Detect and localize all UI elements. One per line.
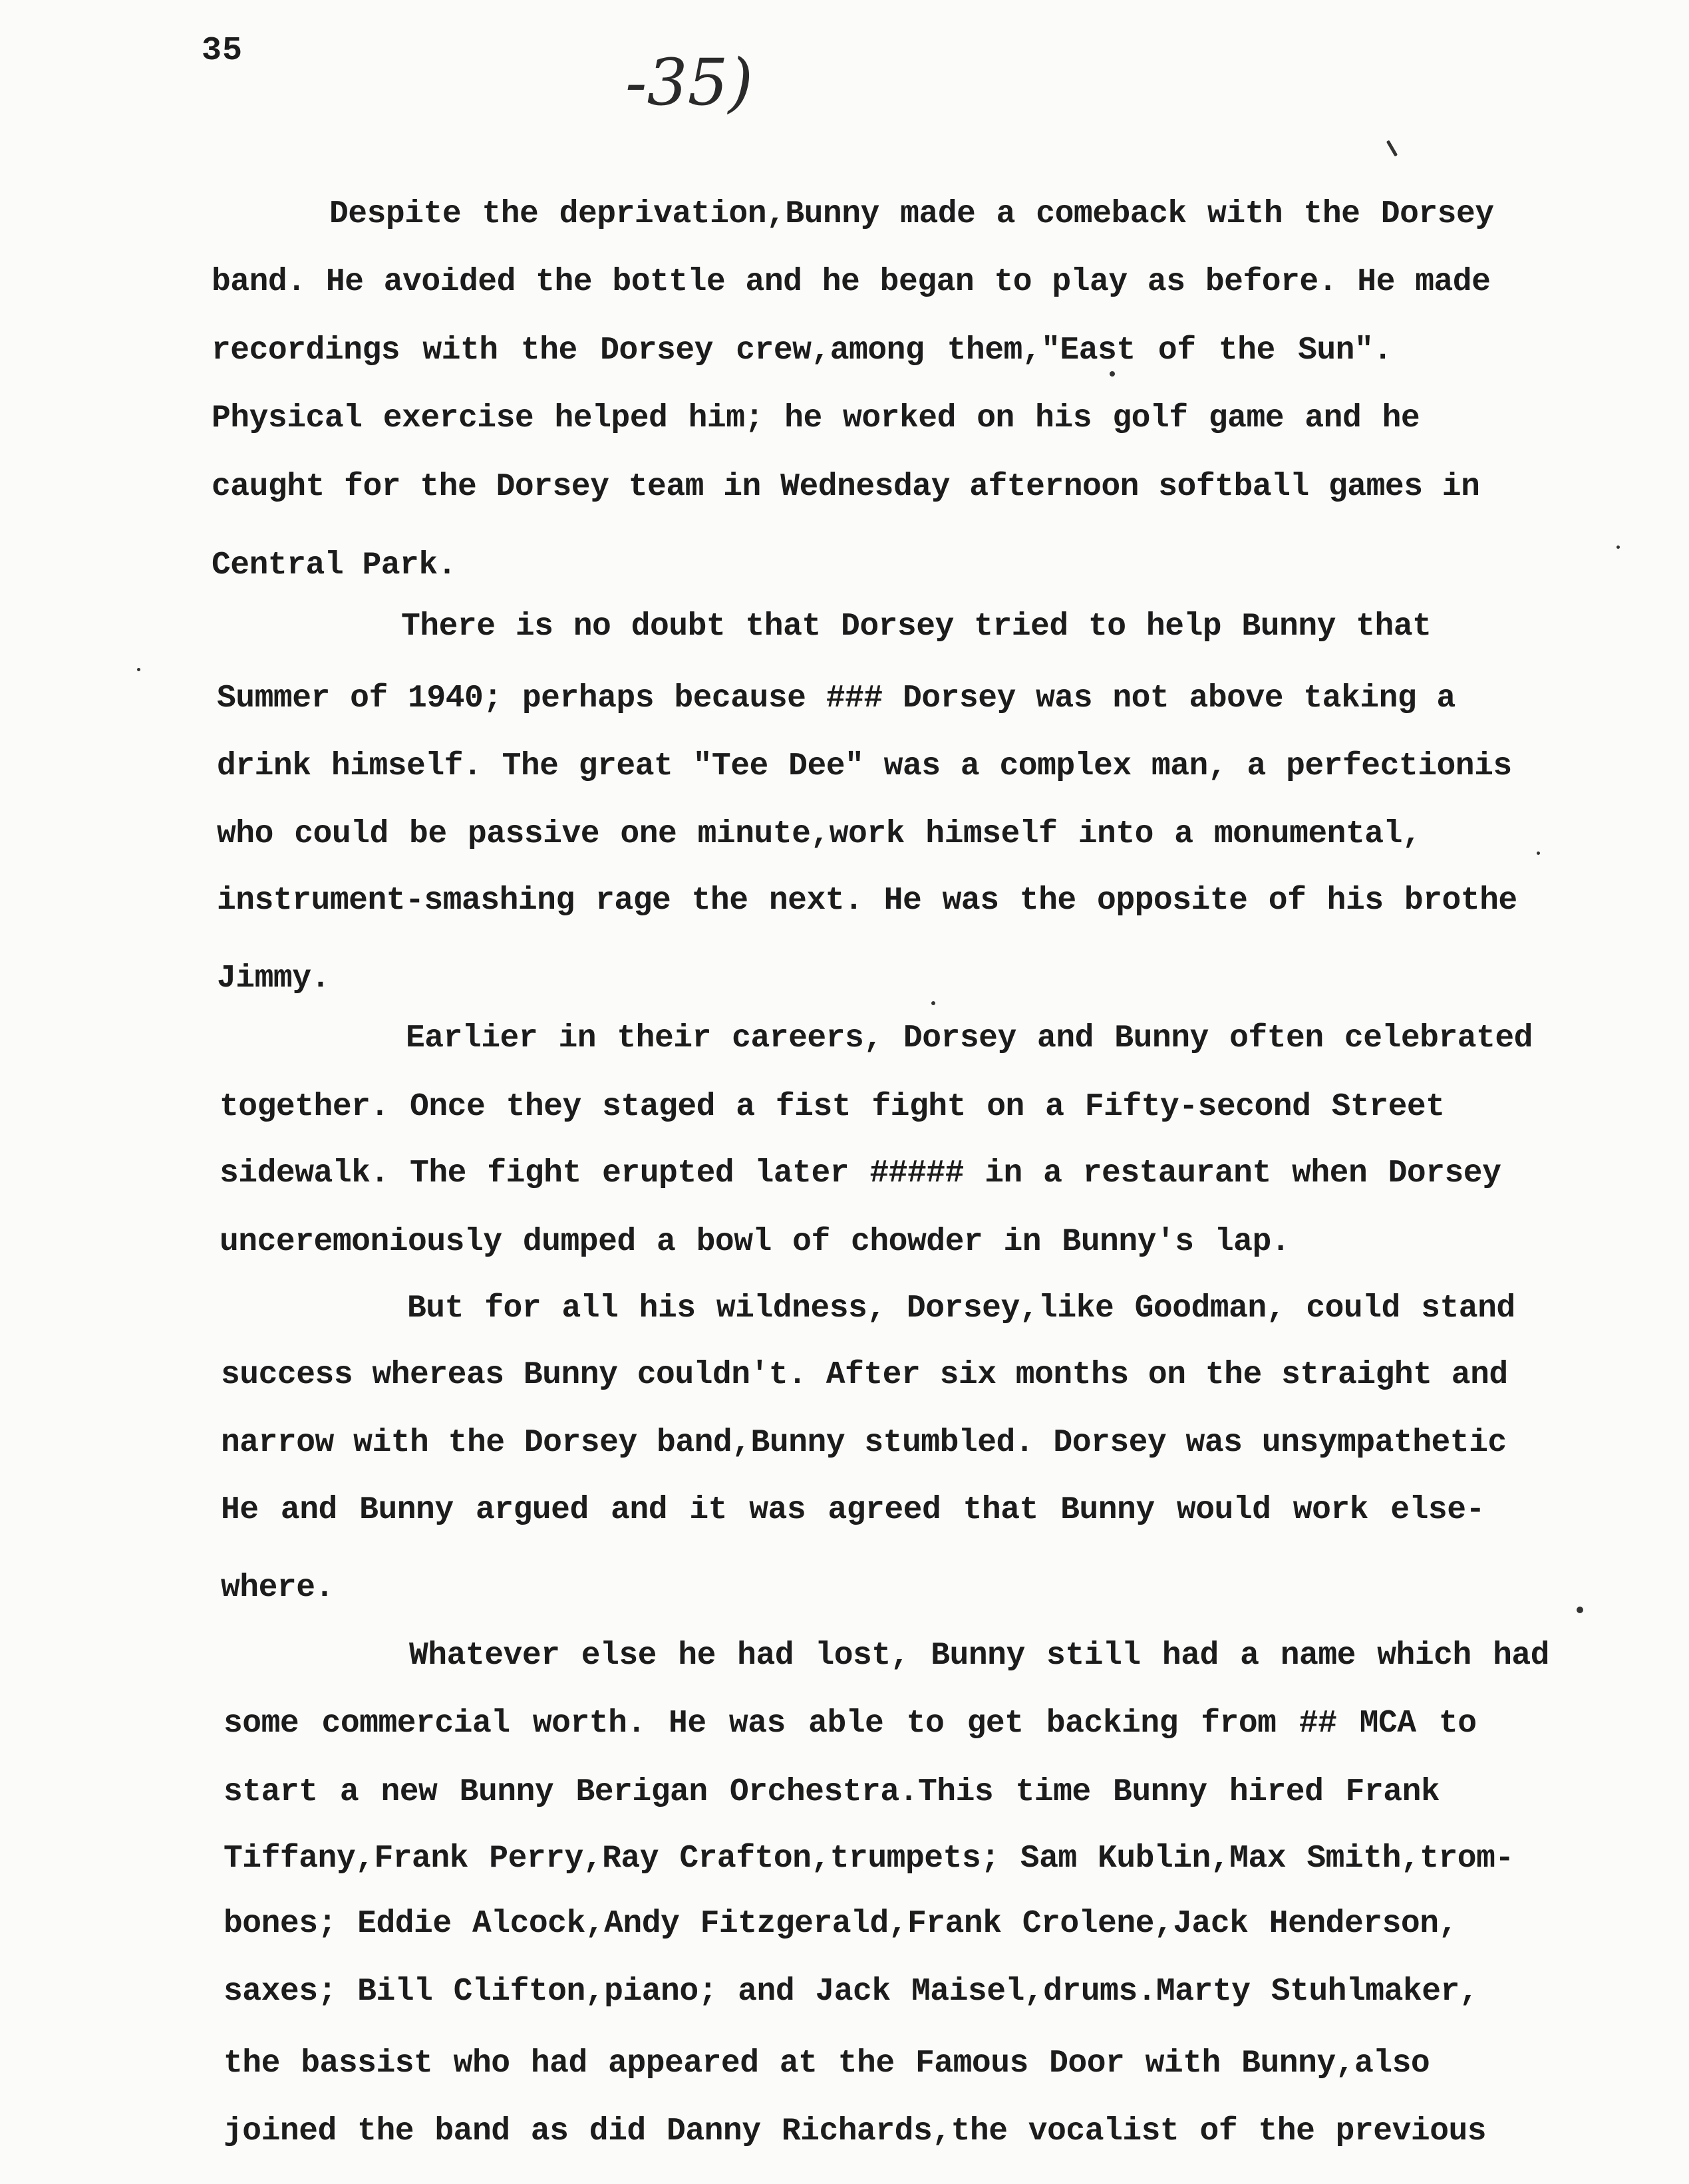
scan-speck [1386,140,1398,156]
page-number: 35 [202,32,243,70]
text-line: the bassist who had appeared at the Famous Door with Bunny,also [224,2046,1430,2082]
text-line: where. [221,1570,334,1606]
text-line: Tiffany,Frank Perry,Ray Crafton,trumpets; Sam Kublin,Max Smith,trom- [224,1841,1514,1877]
text-line: saxes; Bill Clifton,piano; and Jack Maisel,drums.Marty Stuhlmaker, [224,1974,1479,2010]
text-line: bones; Eddie Alcock,Andy Fitzgerald,Frank Crolene,Jack Henderson, [224,1906,1458,1942]
text-line: some commercial worth. He was able to get backing from ## MCA to [224,1706,1477,1742]
text-line: Jimmy. [217,961,330,997]
text-line: drink himself. The great "Tee Dee" was a complex man, a perfectionis [217,748,1512,784]
text-line: Summer of 1940; perhaps because ### Dorsey was not above taking a [217,681,1456,716]
scan-speck [137,668,140,671]
scan-speck [1537,852,1540,855]
text-line: unceremoniously dumped a bowl of chowder in Bunny's lap. [220,1224,1291,1260]
text-line: Physical exercise helped him; he worked on his golf game and he [212,400,1420,436]
text-line: who could be passive one minute,work himself into a monumental, [217,816,1422,852]
scan-speck [1110,371,1115,377]
scan-speck [931,1001,935,1005]
text-line: Whatever else he had lost, Bunny still had a name which had [409,1638,1549,1674]
text-line: He and Bunny argued and it was agreed that Bunny would work else- [221,1492,1485,1528]
text-line: instrument-smashing rage the next. He was the opposite of his brothe [217,883,1517,919]
text-line: band. He avoided the bottle and he began to play as before. He made [212,264,1491,300]
text-line: Central Park. [212,547,456,583]
text-line: But for all his wildness, Dorsey,like Goodman, could stand [407,1291,1515,1326]
scan-speck [1577,1607,1583,1613]
text-line: narrow with the Dorsey band,Bunny stumbled. Dorsey was unsympathetic [221,1425,1507,1461]
text-line: joined the band as did Danny Richards,the vocalist of the previous [224,2113,1487,2149]
text-line: success whereas Bunny couldn't. After six months on the straight and [221,1357,1508,1393]
text-line: start a new Bunny Berigan Orchestra.This time Bunny hired Frank [224,1774,1440,1810]
handwritten-page-number: -35) [625,45,754,120]
text-line: recordings with the Dorsey crew,among them,"East of the Sun". [212,333,1392,369]
text-line: There is no doubt that Dorsey tried to help Bunny that [401,609,1432,645]
scan-speck [1616,546,1620,549]
text-line: Earlier in their careers, Dorsey and Bunny often celebrated [406,1020,1533,1056]
text-line: Despite the deprivation,Bunny made a comeback with the Dorsey [329,196,1494,232]
text-line: caught for the Dorsey team in Wednesday afternoon softball games in [212,469,1480,505]
text-line: sidewalk. The fight erupted later ##### in a restaurant when Dorsey [220,1156,1501,1191]
text-line: together. Once they staged a fist fight on a Fifty-second Street [220,1089,1445,1125]
